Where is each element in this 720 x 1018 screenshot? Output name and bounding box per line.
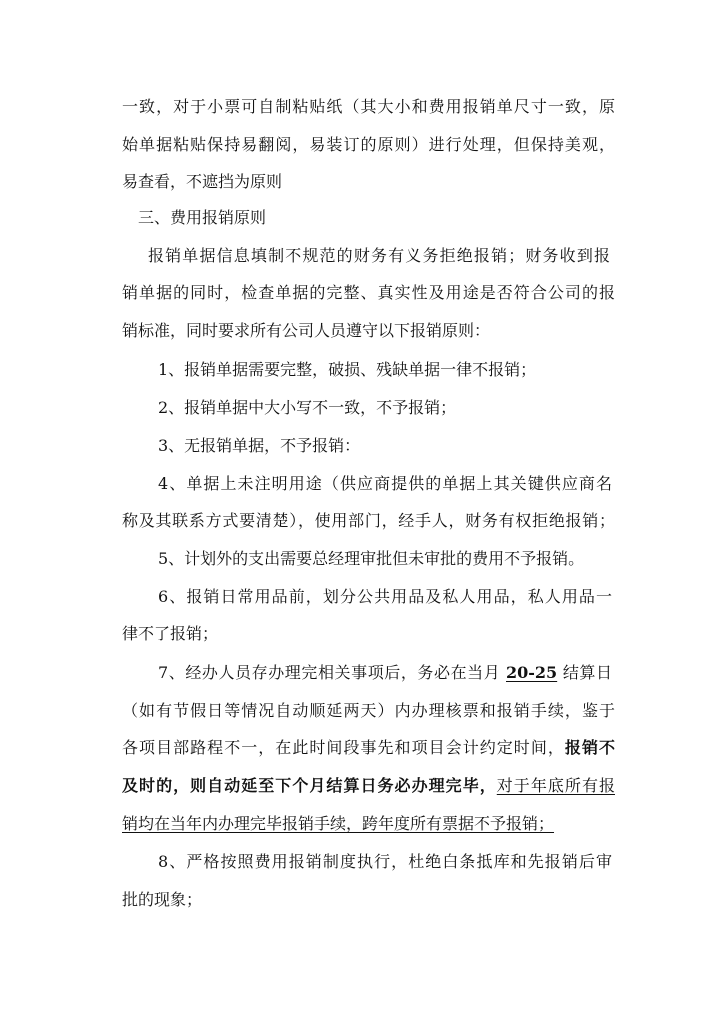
rule-item: 1、报销单据需要完整，破损、残缺单据一律不报销； bbox=[158, 360, 537, 379]
rule-text: 7、经办人员存办理完相关事项后，务必在当月 bbox=[158, 663, 506, 682]
rule-item-continuation bbox=[122, 767, 615, 805]
text-line: 销单据的同时，检查单据的完整、真实性及用途是否符合公司的报 bbox=[122, 283, 615, 302]
rule-item-continuation: 称及其联系方式要清楚），使用部门，经手人，财务有权拒绝报销； bbox=[122, 511, 615, 530]
rule-item: 3、无报销单据，不予报销： bbox=[158, 436, 361, 455]
text-line: 销标准，同时要求所有公司人员遵守以下报销原则： bbox=[122, 321, 491, 340]
underlined-text: 销均在当年内办理完毕报销手续，跨年度所有票据不予报销； bbox=[122, 814, 555, 833]
text-line: 始单据粘贴保持易翻阅，易装订的原则）进行处理，但保持美观， bbox=[122, 135, 615, 154]
rule-item-continuation: 律不了报销； bbox=[122, 624, 219, 643]
rule-item: 4、单据上未注明用途（供应商提供的单据上其关键供应商名 bbox=[158, 474, 612, 493]
rule-item: 2、报销单据中大小写不一致，不予报销； bbox=[158, 398, 457, 417]
text-line: 报销单据信息填制不规范的财务有义务拒绝报销；财务收到报 bbox=[148, 246, 610, 265]
rule-item-continuation: （如有节假日等情况自动顺延两天）内办理核票和报销手续，鉴于 bbox=[122, 701, 615, 720]
rule-item-continuation bbox=[122, 805, 615, 843]
rule-item bbox=[158, 654, 612, 692]
rule-item-continuation bbox=[122, 729, 615, 767]
rule-item: 5、计划外的支出需要总经理审批但未审批的费用不予报销。 bbox=[158, 549, 585, 568]
settlement-date-range: 20-25 bbox=[506, 663, 558, 682]
rule-item: 8、严格按照费用报销制度执行，杜绝白条抵库和先报销后审 bbox=[158, 852, 612, 871]
bold-emphasis: 及时的，则自动延至下个月结算日务必办理完毕， bbox=[122, 776, 497, 795]
bold-emphasis: 报销不 bbox=[564, 738, 615, 757]
rule-item-continuation: 批的现象； bbox=[122, 890, 203, 909]
text-line: 一致，对于小票可自制粘贴纸（其大小和费用报销单尺寸一致，原 bbox=[122, 97, 615, 116]
section-heading: 三、费用报销原则 bbox=[138, 208, 267, 227]
text-line: 易查看，不遮挡为原则 bbox=[122, 172, 283, 191]
rule-text: 各项目部路程不一，在此时间段事先和项目会计约定时间， bbox=[122, 738, 565, 757]
rule-item: 6、报销日常用品前，划分公共用品及私人用品，私人用品一 bbox=[158, 587, 612, 606]
underlined-text: 对于年底所有报 bbox=[496, 776, 615, 795]
rule-text: 结算日 bbox=[557, 663, 612, 682]
